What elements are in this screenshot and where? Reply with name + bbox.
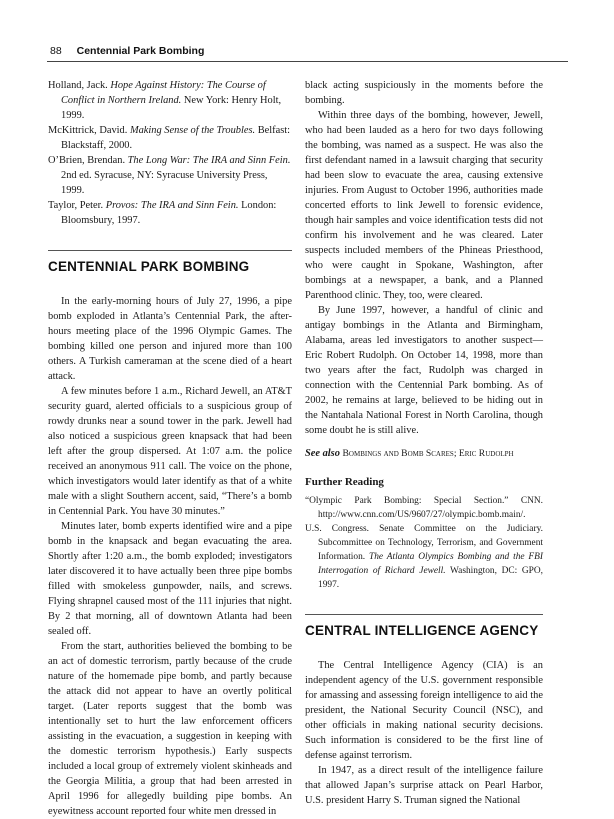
body-paragraph: In 1947, as a direct result of the intelligence failure that allowed Japan’s surprise attack on Pearl Harbor, U.S. president Harry S. Truman signed the National — [305, 765, 543, 806]
body-paragraph: Within three days of the bombing, however, Jewell, who had been lauded as a hero for two days following the bombing, was named as a suspect. He was also the first defendant named in a lawsuit charging that security had been slow to evacuate the area, causing extensive injuries. From August to October 1996, authorities made concerted efforts to link Jewell to forensic evidence, though hair samples and voice identification tests did not confirm his involvement and he was cleared. Later suspects included members of the Phineas Priesthood, who were caught in Spokane, Washington, after bombings at a newspaper, a bank, and a Planned Parenthood clinic. They, too, were cleared. — [305, 110, 543, 301]
section-title: CENTENNIAL PARK BOMBING — [48, 259, 250, 274]
section-divider — [48, 250, 292, 251]
body-paragraph: Minutes later, bomb experts identified wire and a pipe bomb in the knapsack and began evacuating the area. Shortly after 1:20 a.m., the bomb exploded; investigators later discovered it to have actually been three pipe bombs filled with smokeless gunpowder, nails, and screws. Flying shrapnel caused most of the 111 injuries that night. By 2 that morning, all of downtown Atlanta had been sealed off. — [48, 521, 292, 637]
see-also — [305, 446, 543, 461]
bibliography-list — [48, 78, 292, 228]
body-paragraph: In the early-morning hours of July 27, 1996, a pipe bomb exploded in Atlanta’s Centennial Park, the after-hours meeting place of the 1996 Olympic Games. The bombing killed one person and injured more than 100 others. A Turkish cameraman at the scene died of a heart attack. — [48, 296, 292, 382]
right-column — [305, 78, 543, 808]
running-head — [50, 45, 204, 57]
see-also-links[interactable]: Bombings and Bomb Scares; Eric Rudolph — [342, 448, 514, 459]
body-paragraph: The Central Intelligence Agency (CIA) is an independent agency of the U.S. government responsible for amassing and assessing foreign intelligence to aid the president, the National Security Council (NSC), and other officials in making national security decisions. Such information is considered to be the first line of defense against terrorism. — [305, 660, 543, 761]
see-also-label: See also — [305, 448, 340, 459]
section-title: CENTRAL INTELLIGENCE AGENCY — [305, 623, 539, 638]
bibliography-entry: Holland, Jack. Hope Against History: The Course of Conflict in Northern Ireland. New York: Henry Holt, 1999. — [48, 80, 282, 121]
section-divider — [305, 614, 543, 615]
header-rule — [47, 61, 568, 62]
bibliography-entry: Taylor, Peter. Provos: The IRA and Sinn Fein. London: Bloomsbury, 1997. — [48, 200, 277, 226]
body-paragraph: From the start, authorities believed the bombing to be an act of domestic terrorism, partly because of the crude nature of the homemade pipe bomb, and partly because the attack did not appear to have an overtly political target. (Later reports suggest that the bomb was intentionally set to hurt the law enforcement officers assisting in the evacuation, a suggestion in keeping with the domestic terrorism hypothesis.) Early suspects included a local group of extremely violent skinheads and the Georgia Militia, a group that had been arrested in April 1996 for allegedly building pipe bombs. An eyewitness account reported four white men dressed in — [48, 641, 292, 817]
running-title: Centennial Park Bombing — [76, 45, 205, 57]
page-number: 88 — [50, 45, 62, 57]
further-reading-title: Further Reading — [305, 476, 384, 488]
body-paragraph: By June 1997, however, a handful of clinic and antigay bombings in the Atlanta and Birmingham, Alabama, areas led investigators to another suspect—Eric Robert Rudolph. On October 14, 1998, more than two years after the fact, Rudolph was charged in connection with the Centennial Park bombing. As of 2002, he remains at large, believed to be hiding out in the Nantahala National Forest in North Carolina, though some doubt he is still alive. — [305, 305, 543, 436]
reference-entry: “Olympic Park Bombing: Special Section.” CNN. http://www.cnn.com/US/9607/27/olympic.bomb.main/. — [305, 496, 543, 520]
left-column — [48, 78, 292, 819]
body-paragraph: A few minutes before 1 a.m., Richard Jewell, an AT&T security guard, alerted officials to a suspicious group of rowdy drunks near a sound tower in the park. Jewell had also noticed a suspicious green knapsack that had been left after the group dispersed. At 1:07 a.m. the police received an anonymous 911 call. The voice on the phone, which investigators would later identify as that of a white male with a slight Southern accent, said, “There’s a bomb in Centennial Park. You have 30 minutes.” — [48, 386, 292, 517]
reference-entry: U.S. Congress. Senate Committee on the Judiciary. Subcommittee on Technology, Terrorism, and Government Information. The Atlanta Olympics Bombing and the FBI Interrogation of Richard Jewell. Washington, DC: GPO, 1997. — [305, 524, 543, 590]
bibliography-entry: O’Brien, Brendan. The Long War: The IRA and Sinn Fein. 2nd ed. Syracuse, NY: Syracuse University Press, 1999. — [48, 155, 291, 196]
bibliography-entry: McKittrick, David. Making Sense of the Troubles. Belfast: Blackstaff, 2000. — [48, 125, 291, 151]
body-paragraph: black acting suspiciously in the moments before the bombing. — [305, 80, 543, 106]
